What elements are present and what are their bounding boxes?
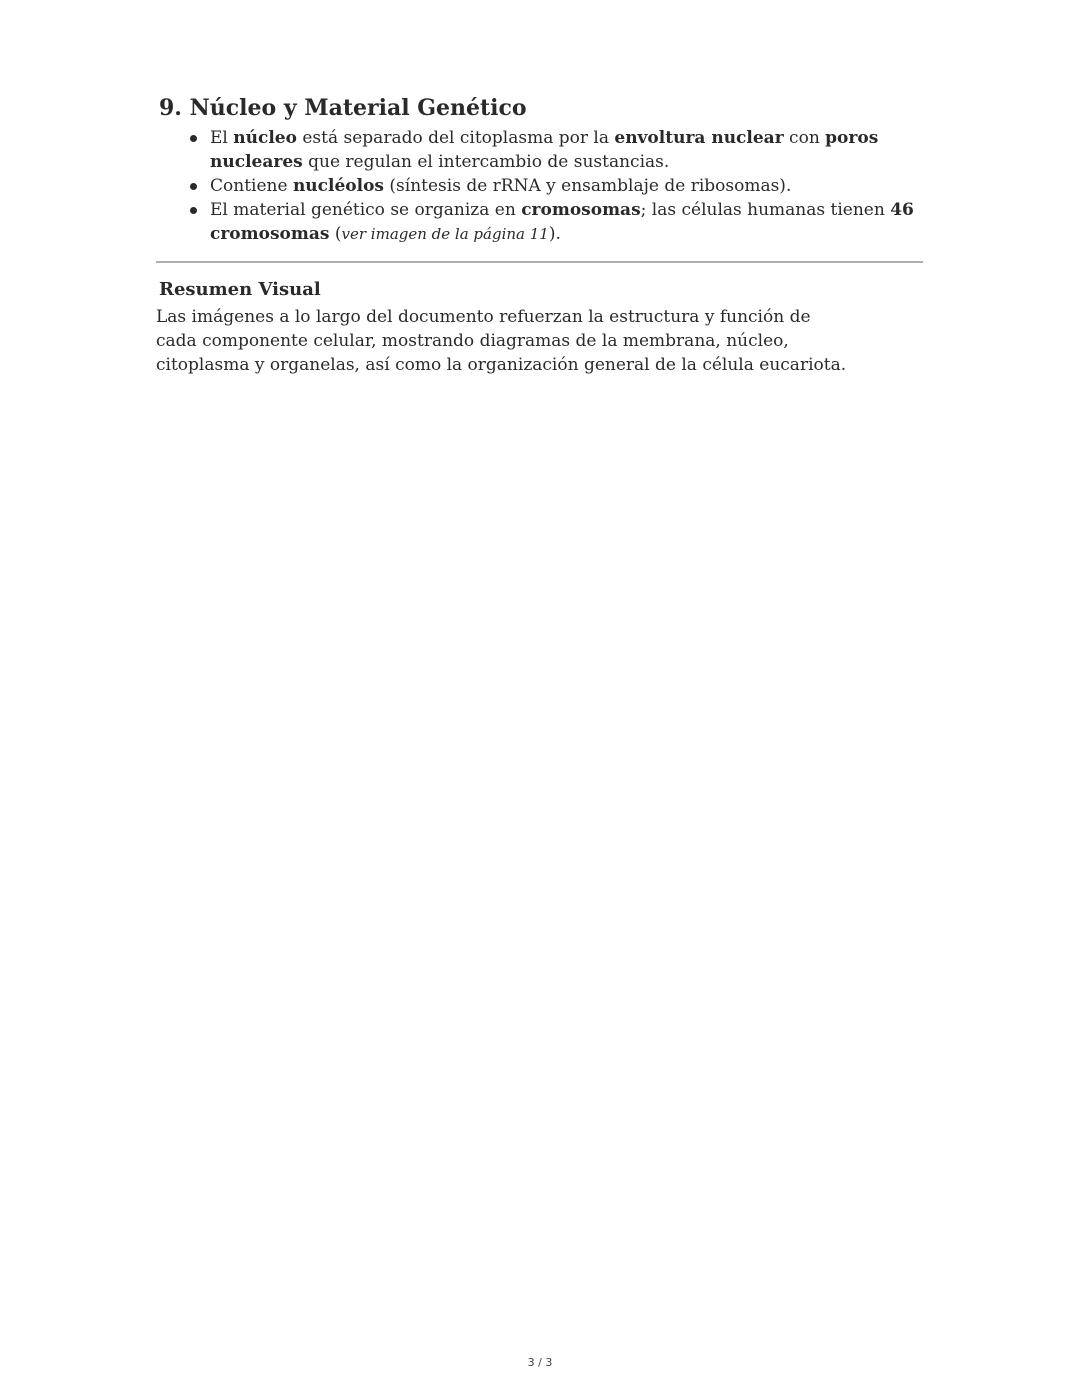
summary-title: Resumen Visual [159, 279, 321, 300]
bullet-text: que regulan el intercambio de sustancias. [302, 152, 670, 172]
bullet-text: ). [548, 224, 561, 244]
summary-paragraph: Las imágenes a lo largo del documento refuerzan la estructura y función de cada componente celular, mostrando diagramas de la membrana, núcleo, citoplasma y organelas, así como la organización general de la célula eucariota. [156, 307, 847, 375]
bullet-text: El material genético se organiza en [210, 200, 522, 220]
page-number: 3 / 3 [527, 1356, 553, 1369]
bold-term: envoltura nuclear [614, 128, 784, 148]
section-title: 9. Núcleo y Material Genético [159, 95, 527, 121]
bold-term: poros nucleares [210, 128, 879, 172]
list-item [210, 126, 930, 174]
bold-term: cromosomas [521, 200, 641, 220]
list-item [210, 174, 930, 198]
bullet-text: con [783, 128, 826, 148]
list-item [210, 198, 930, 246]
bullet-text: ; las células humanas tienen [640, 200, 891, 220]
bullet-text: está separado del citoplasma por la [296, 128, 615, 148]
bullet-text: (síntesis de rRNA y ensamblaje de ribosomas). [384, 176, 792, 196]
bullet-list [186, 126, 930, 246]
bullet-text: El [210, 128, 234, 148]
horizontal-divider [156, 261, 923, 263]
bold-term: 46 cromosomas [210, 200, 914, 244]
bold-term: nucléolos [292, 176, 384, 196]
bullet-text: ( [329, 224, 342, 244]
italic-reference: ver imagen de la página 11 [341, 225, 549, 243]
bold-term: núcleo [233, 128, 297, 148]
bullet-text: Contiene [210, 176, 293, 196]
